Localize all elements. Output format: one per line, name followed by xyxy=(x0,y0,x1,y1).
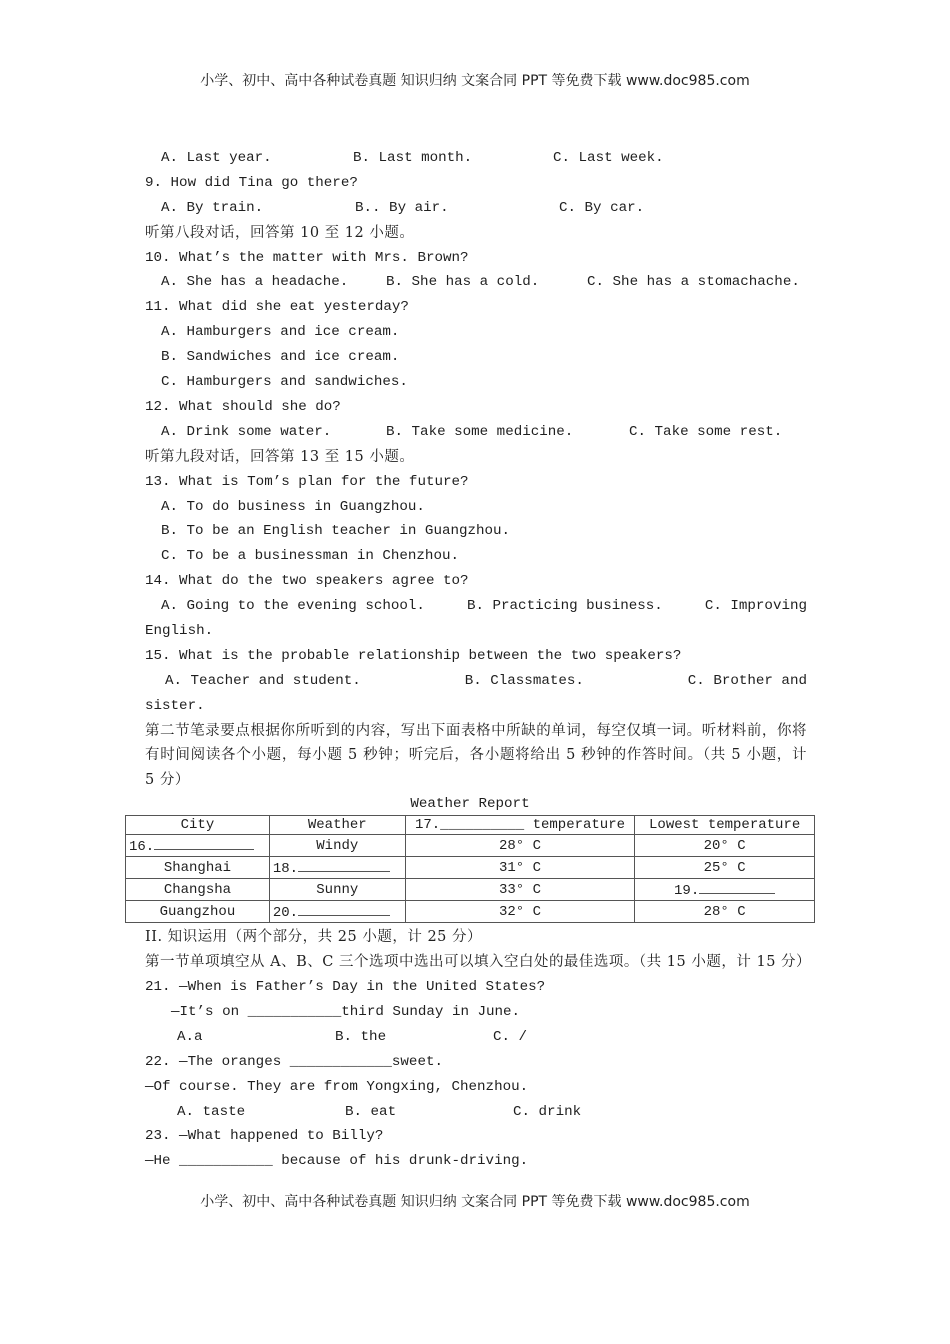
q14-option-c: C. Improving xyxy=(704,598,807,615)
table-row xyxy=(126,835,815,857)
footer-banner: 小学、初中、高中各种试卷真题 知识归纳 文案合同 PPT 等免费下载 www.doc985.com xyxy=(200,1194,750,1210)
q13-question: 13. What is Tom’s plan for the future? xyxy=(145,473,469,490)
cell-low: 20° C xyxy=(635,835,815,857)
q21-answer-line: —It’s on ___________third Sunday in June. xyxy=(171,1003,521,1020)
q13-option-a: A. To do business in Guangzhou. xyxy=(161,498,425,515)
part2-title: II. 知识运用（两个部分，共 25 小题，计 25 分） xyxy=(145,929,483,946)
q8-option-b: B. Last month. xyxy=(353,150,473,166)
q10-option-a: A. She has a headache. xyxy=(161,274,349,291)
q22-options xyxy=(145,1100,807,1125)
q8-option-a: A. Last year. xyxy=(161,150,272,166)
q9-option-a: A. By train. xyxy=(161,199,264,216)
q8-options xyxy=(145,146,807,171)
header-banner: 小学、初中、高中各种试卷真题 知识归纳 文案合同 PPT 等免费下载 www.doc985.com xyxy=(200,73,750,89)
q14-question: 14. What do the two speakers agree to? xyxy=(145,573,469,590)
q10-options xyxy=(145,270,807,295)
q21-option-a: A.a xyxy=(177,1028,203,1045)
cell-high: 28° C xyxy=(405,835,635,857)
q14-options xyxy=(145,594,807,619)
q22-option-b: B. eat xyxy=(345,1103,397,1120)
cell-high: 33° C xyxy=(405,879,635,901)
cell-low: 25° C xyxy=(635,857,815,879)
cell-low: 28° C xyxy=(635,901,815,923)
table-row xyxy=(126,857,815,879)
q9-options xyxy=(145,196,807,221)
q21-option-c: C. / xyxy=(493,1028,528,1045)
q22-option-a: A. taste xyxy=(177,1103,246,1120)
q22-question: 22. —The oranges ____________sweet. xyxy=(145,1053,443,1070)
cell-blank-16: 16. xyxy=(126,835,270,857)
q13-option-b: B. To be an English teacher in Guangzhou. xyxy=(161,523,511,540)
q13-option-c: C. To be a businessman in Chenzhou. xyxy=(161,548,459,565)
q15-question: 15. What is the probable relationship between the two speakers? xyxy=(145,647,682,664)
cell-high: 32° C xyxy=(405,901,635,923)
q21-option-b: B. the xyxy=(335,1028,387,1045)
q15-option-c-continued: sister. xyxy=(145,697,205,714)
cell-high: 31° C xyxy=(405,857,635,879)
q15-option-a: A. Teacher and student. xyxy=(165,672,361,689)
q14-option-c-continued: English. xyxy=(145,622,214,639)
section9-intro: 听第九段对话，回答第 13 至 15 小题。 xyxy=(145,448,415,465)
part2-section1-instructions: 第一节单项填空从 A、B、C 三个选项中选出可以填入空白处的最佳选项。（共 15 小题，计 15 分） xyxy=(145,954,812,971)
q10-option-b: B. She has a cold. xyxy=(386,274,540,291)
cell-blank-19: 19. xyxy=(635,879,815,901)
q12-option-c: C. Take some rest. xyxy=(629,423,783,440)
q12-option-a: A. Drink some water. xyxy=(161,423,332,440)
cell-city: Changsha xyxy=(126,879,270,901)
q22-option-c: C. drink xyxy=(513,1103,582,1120)
header-weather: Weather xyxy=(269,816,405,835)
q14-option-a: A. Going to the evening school. xyxy=(161,598,425,615)
q9-option-b: B.. By air. xyxy=(355,199,449,216)
table-row xyxy=(126,901,815,923)
section2-instructions: 第二节笔录要点根据你所听到的内容，写出下面表格中所缺的单词，每空仅填一词。听材料前，你将有时间阅读各个小题，每小题 5 秒钟；听完后，各小题将给出 5 秒钟的作答时间。（共 5 小题，计 5 分） xyxy=(145,722,807,789)
q14-option-b: B. Practicing business. xyxy=(466,598,663,615)
weather-report-table xyxy=(125,815,815,923)
q12-options xyxy=(145,420,807,445)
cell-weather: Windy xyxy=(269,835,405,857)
q15-option-c: C. Brother and xyxy=(687,672,807,689)
q21-options xyxy=(145,1025,807,1050)
q22-answer-line: —Of course. They are from Yongxing, Chenzhou. xyxy=(145,1078,529,1095)
q15-options xyxy=(145,669,807,694)
q23-answer-line: —He ___________ because of his drunk-driving. xyxy=(145,1153,529,1170)
q12-question: 12. What should she do? xyxy=(145,398,341,415)
cell-city: Guangzhou xyxy=(126,901,270,923)
exam-content xyxy=(129,146,812,1174)
q10-option-c: C. She has a stomachache. xyxy=(587,274,800,291)
q11-option-a: A. Hamburgers and ice cream. xyxy=(161,324,400,341)
cell-weather: Sunny xyxy=(269,879,405,901)
q11-question: 11. What did she eat yesterday? xyxy=(145,299,409,316)
q9-option-c: C. By car. xyxy=(559,199,645,216)
header-highest-blank: 17.__________ temperature xyxy=(405,816,635,835)
q9-question: 9. How did Tina go there? xyxy=(145,174,358,191)
section8-intro: 听第八段对话，回答第 10 至 12 小题。 xyxy=(145,224,415,241)
header-lowest: Lowest temperature xyxy=(635,816,815,835)
q12-option-b: B. Take some medicine. xyxy=(386,423,574,440)
cell-blank-20: 20. xyxy=(269,901,405,923)
table-row xyxy=(126,879,815,901)
cell-city: Shanghai xyxy=(126,857,270,879)
header-city: City xyxy=(126,816,270,835)
q10-question: 10. What’s the matter with Mrs. Brown? xyxy=(145,249,469,266)
q23-question: 23. —What happened to Billy? xyxy=(145,1128,384,1145)
table-header-row xyxy=(126,816,815,835)
cell-blank-18: 18. xyxy=(269,857,405,879)
q21-question: 21. —When is Father’s Day in the United States? xyxy=(145,979,546,996)
q15-option-b: B. Classmates. xyxy=(464,672,584,689)
q11-option-b: B. Sandwiches and ice cream. xyxy=(161,349,400,366)
q8-option-c: C. Last week. xyxy=(553,150,664,166)
weather-table-title: Weather Report xyxy=(410,796,530,813)
q11-option-c: C. Hamburgers and sandwiches. xyxy=(161,374,408,391)
